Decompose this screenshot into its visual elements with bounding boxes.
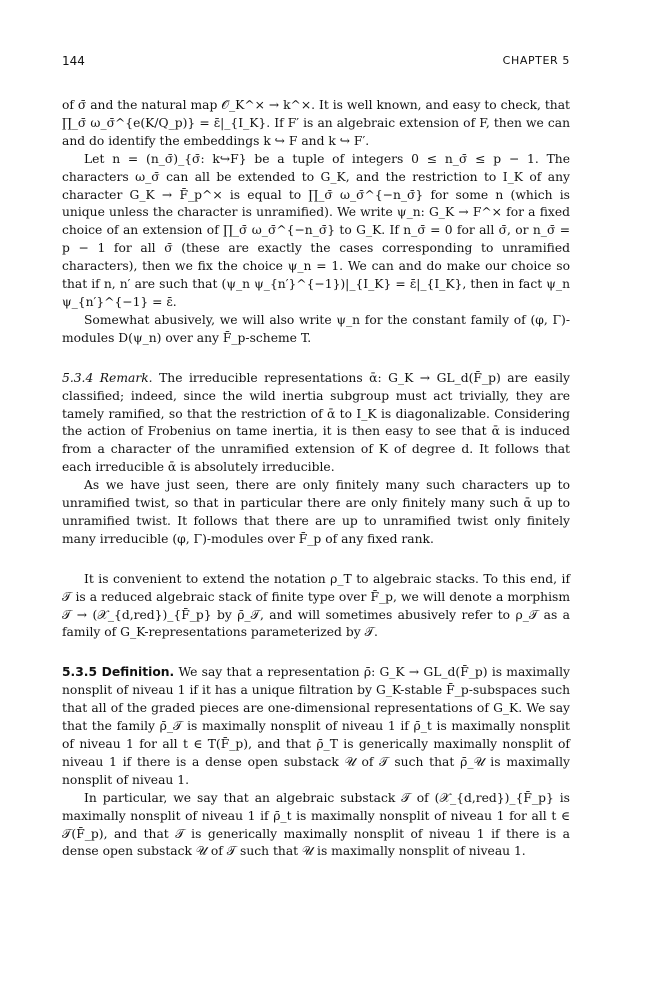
paragraph-algebraic-stacks: It is convenient to extend the notation ρ_T to algebraic stacks. To this end, if 𝒯 is a reduced algebraic stack of finite type over F̄_p, we will denote a morphism 𝒯 → (𝒳_{d,red})_{F̄_p} by ρ̄_𝒯, and will sometimes abusively refer to ρ_𝒯 as a family of G_K-representations parameterized by 𝒯. [62, 571, 570, 640]
definition-5-3-5 [62, 664, 570, 789]
paragraph-characters: Let n = (n_σ̄)_{σ̄: k↪F} be a tuple of integers 0 ≤ n_σ̄ ≤ p − 1. The characters ω_σ̄ can all be extended to G_K, and the restriction to I_K of any character G_K → F̄_p^× is equal to ∏_σ̄ ω_σ̄^{−n_σ̄} for some n (which is unique unless the character is unramified). We write ψ_n: G_K → F^× for a fixed choice of an extension of ∏_σ̄ ω_σ̄^{−n_σ̄} to G_K. If n_σ̄ = 0 for all σ̄, or n_σ̄ = p − 1 for all σ̄ (these are exactly the cases corresponding to unramified characters), then we fix the choice ψ_n = 1. We can and do make our choice so that if n, n′ are such that (ψ_n ψ_{n′}^{−1})|_{I_K} = ε̄|_{I_K}, then in fact ψ_n ψ_{n′}^{−1} = ε̄. [62, 151, 570, 309]
chapter-title: CHAPTER 5 [502, 54, 570, 67]
paragraph-embeddings: of σ̄ and the natural map 𝒪_K^× → k^×. It is well known, and easy to check, that ∏_σ̄ ω_σ̄^{e(K/Q_p)} = ε̄|_{I_K}. If F′ is an algebraic extension of F, then we can and do identify the embeddings k ↪ F and k ↪ F′. [62, 98, 570, 148]
remark-5-3-4 [62, 370, 570, 477]
remark-text: The irreducible representations ᾱ: G_K → GL_d(F̄_p) are easily classified; indeed, since the wild inertia subgroup must act trivially, they are tamely ramified, so that the restriction of ᾱ to I_K is diagonalizable. Considering the action of Frobenius on tame inertia, it is then easy to see that ᾱ is induced from a character of the unramified extension of K of degree d. It follows that each irreducible ᾱ is absolutely irreducible. [62, 370, 570, 475]
remark-label: 5.3.4 Remark. [62, 370, 153, 385]
running-header [62, 54, 570, 70]
definition-paragraph-2: In particular, we say that an algebraic substack 𝒯 of (𝒳_{d,red})_{F̄_p} is maximally nonsplit of niveau 1 if ρ̄_t is maximally nonsplit of niveau 1 for all t ∈ 𝒯(F̄_p), and that 𝒯 is generically maximally nonsplit of niveau 1 if there is a dense open substack 𝒰 of 𝒯 such that 𝒰 is maximally nonsplit of niveau 1. [62, 790, 570, 859]
page-number: 144 [62, 54, 85, 68]
paragraph-constant-family: Somewhat abusively, we will also write ψ_n for the constant family of (φ, Γ)-modules D(ψ_n) over any F̄_p-scheme T. [62, 312, 570, 345]
page-body [62, 97, 570, 861]
definition-label: 5.3.5 Definition. [62, 665, 175, 680]
remark-paragraph-2: As we have just seen, there are only finitely many such characters up to unramified twist, so that in particular there are only finitely many such ᾱ up to unramified twist. It follows that there are up to unramified twist only finitely many irreducible (φ, Γ)-modules over F̄_p of any fixed rank. [62, 478, 570, 546]
definition-text: We say that a representation ρ̄: G_K → GL_d(F̄_p) is maximally nonsplit of niveau 1 if it has a unique filtration by G_K-stable F̄_p-subspaces such that all of the graded pieces are one-dimensional representations of G_K. We say that the family ρ̄_𝒯 is maximally nonsplit of niveau 1 if ρ̄_t is maximally nonsplit of niveau 1 for all t ∈ T(F̄_p), and that ρ̄_T is generically maximally nonsplit of niveau 1 if there is a dense open substack 𝒰 of 𝒯 such that ρ̄_𝒰 is maximally nonsplit of niveau 1. [62, 665, 570, 787]
